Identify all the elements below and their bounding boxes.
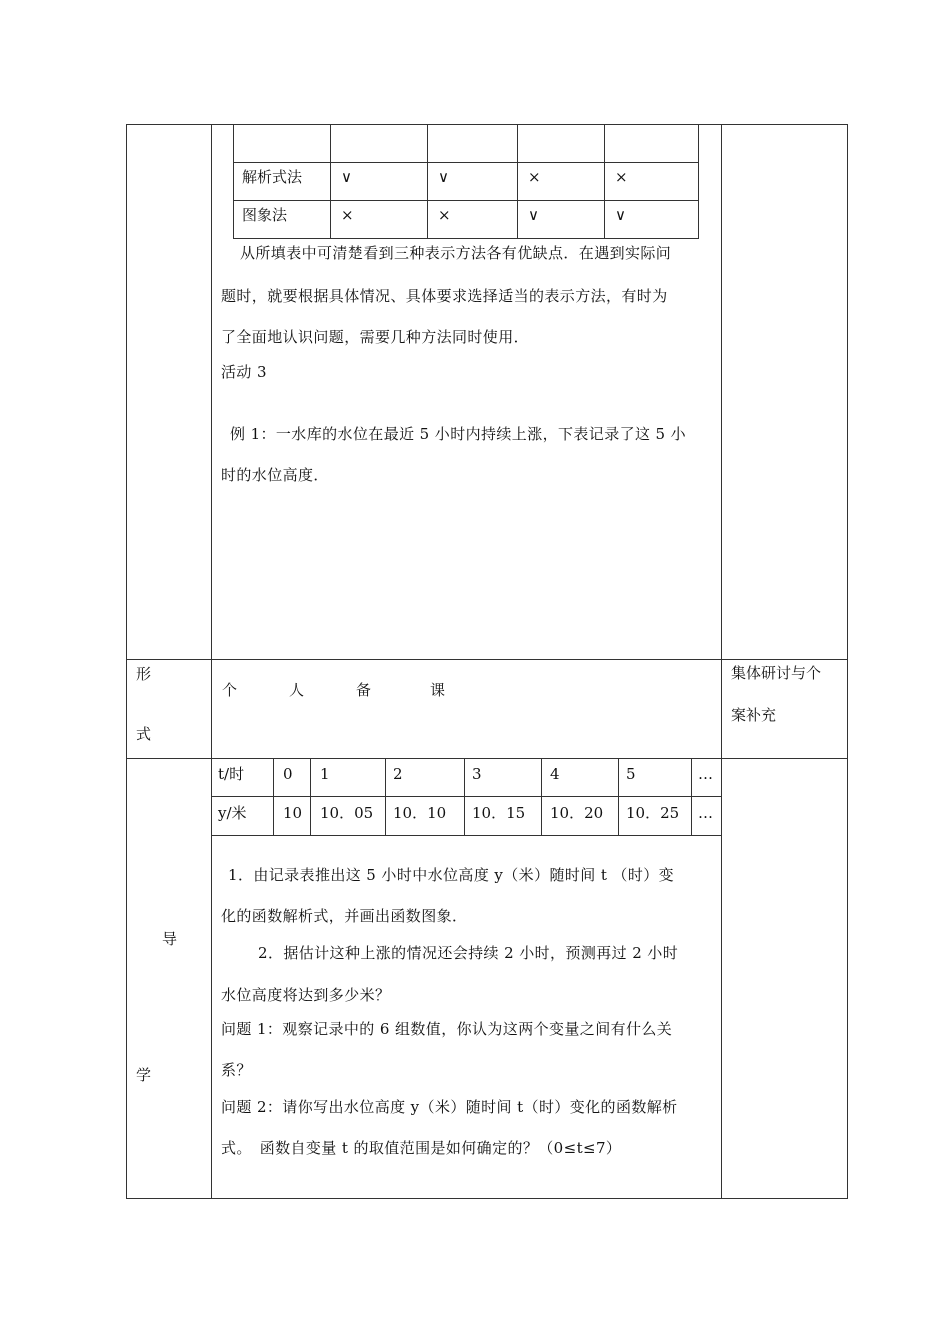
- table-cell: 10．10: [393, 804, 447, 822]
- table-cell: ×: [528, 168, 541, 186]
- table-cell: ×: [438, 206, 451, 224]
- activity-title: 活动 3: [221, 363, 267, 381]
- table-cell: ∨: [341, 168, 352, 186]
- question-line: 系？: [221, 1061, 252, 1079]
- table-cell: 1: [320, 765, 330, 783]
- table-cell: 0: [283, 765, 293, 783]
- table-cell: 10: [283, 804, 303, 822]
- question-line: 1．由记录表推出这 5 小时中水位高度 y（米）随时间 t （时）变: [228, 866, 675, 884]
- table-cell: 5: [626, 765, 636, 783]
- table-row-label: 图象法: [242, 206, 288, 224]
- question-line: 式。 函数自变量 t 的取值范围是如何确定的？（0≤t≤7）: [221, 1139, 622, 1157]
- table-cell: 10．25: [626, 804, 680, 822]
- table-cell: 10．15: [472, 804, 526, 822]
- question-line: 问题 2：请你写出水位高度 y（米）随时间 t（时）变化的函数解析: [221, 1098, 678, 1116]
- table-cell: ×: [615, 168, 628, 186]
- table-cell: ∨: [528, 206, 539, 224]
- table-cell: 2: [393, 765, 403, 783]
- table-row-label: y/米: [218, 804, 247, 822]
- summary-line: 了全面地认识问题，需要几种方法同时使用．: [221, 328, 530, 346]
- personal-prep-char: 备: [356, 681, 372, 699]
- example-line: 时的水位高度．: [221, 466, 329, 484]
- form-label-top: 形: [136, 665, 152, 683]
- table-row-label: t/时: [218, 765, 245, 783]
- example-line: 例 1：一水库的水位在最近 5 小时内持续上涨，下表记录了这 5 小: [230, 425, 687, 443]
- group-study-label: 集体研讨与个: [731, 664, 822, 682]
- group-study-label: 案补充: [731, 706, 777, 724]
- table-cell: 10．05: [320, 804, 374, 822]
- personal-prep-char: 课: [430, 681, 446, 699]
- guide-label-bottom: 学: [136, 1066, 152, 1084]
- question-line: 水位高度将达到多少米？: [221, 986, 391, 1004]
- personal-prep-char: 人: [289, 681, 305, 699]
- table-cell: …: [698, 804, 713, 822]
- question-line: 化的函数解析式，并画出函数图象．: [221, 907, 468, 925]
- table-cell: ∨: [615, 206, 626, 224]
- table-cell: 3: [472, 765, 482, 783]
- summary-line: 题时，就要根据具体情况、具体要求选择适当的表示方法，有时为: [221, 287, 668, 305]
- question-line: 问题 1：观察记录中的 6 组数值，你认为这两个变量之间有什么关: [221, 1020, 673, 1038]
- personal-prep-char: 个: [222, 681, 238, 699]
- table-cell: 4: [550, 765, 560, 783]
- table-cell: 10．20: [550, 804, 604, 822]
- table-row-label: 解析式法: [242, 168, 303, 186]
- summary-line: 从所填表中可清楚看到三种表示方法各有优缺点．在遇到实际问: [240, 244, 672, 262]
- table-cell: ∨: [438, 168, 449, 186]
- question-line: 2．据估计这种上涨的情况还会持续 2 小时，预测再过 2 小时: [258, 944, 679, 962]
- guide-label-top: 导: [162, 930, 178, 948]
- table-cell: ×: [341, 206, 354, 224]
- table-cell: …: [698, 765, 713, 783]
- form-label-bottom: 式: [136, 725, 152, 743]
